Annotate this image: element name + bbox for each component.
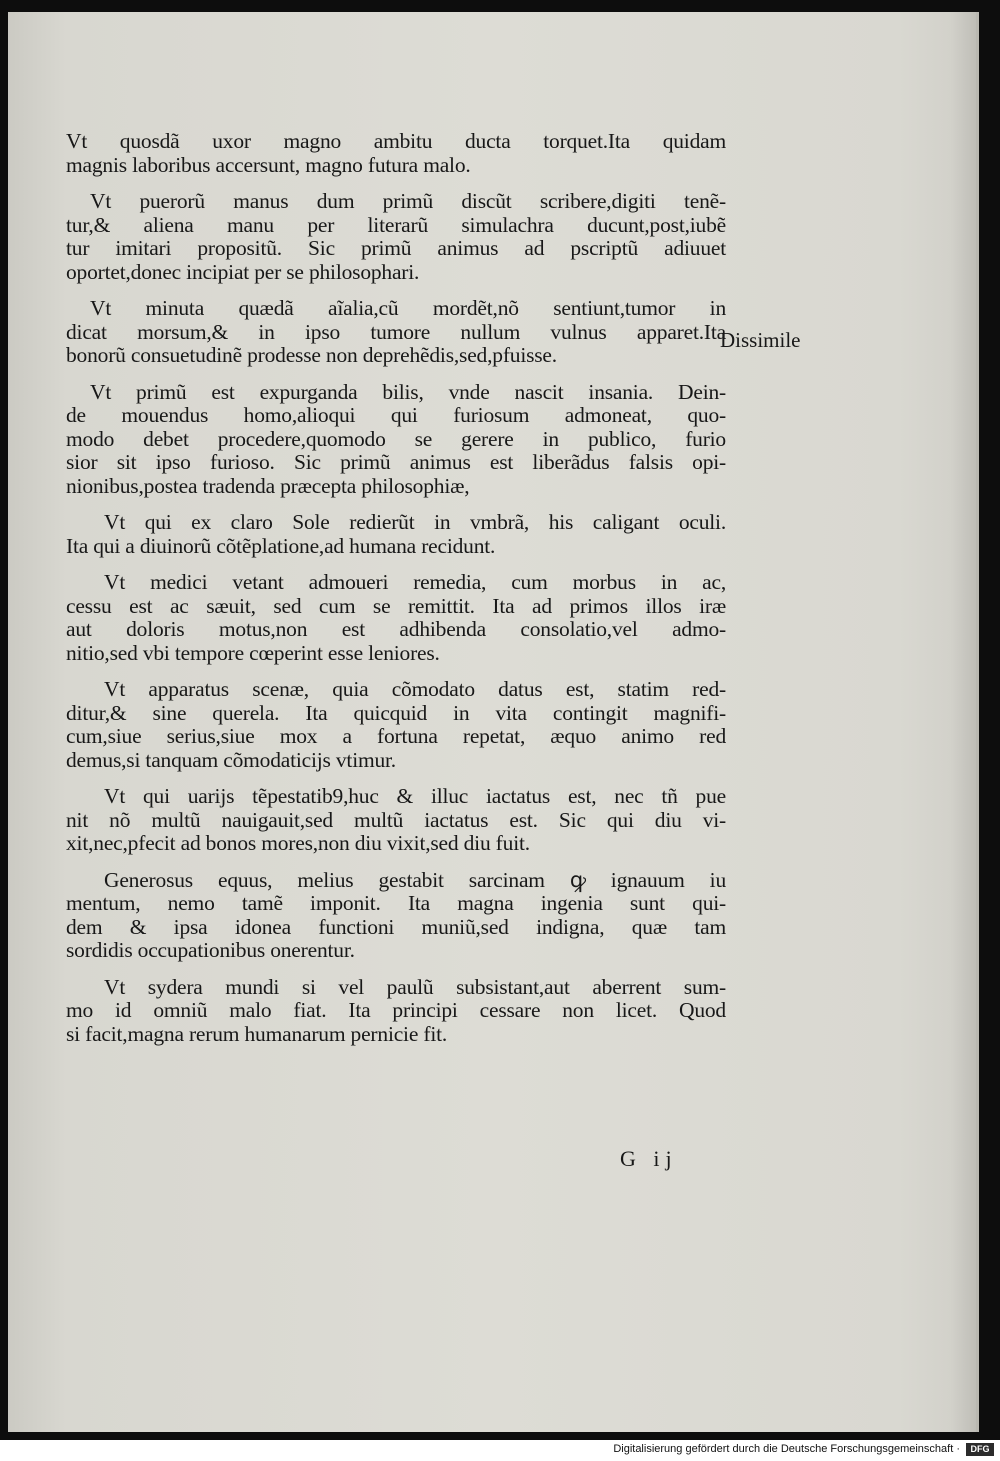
text-line: dem & ipsa idonea functioni muniũ,sed indigna, quæ tam [66,914,726,939]
signature-mark: G ij [620,1146,678,1171]
book-page [8,12,979,1432]
paragraph [66,190,726,284]
marginal-note: Dissimile [720,328,801,352]
text-line: nionibus,postea tradenda præcepta philosophiæ, [66,473,470,498]
text-line: si facit,magna rerum humanarum pernicie fit. [66,1021,448,1046]
text-line: dicat morsum,& in ipso tumore nullum vulnus apparet.Ita [66,319,726,344]
text-line: tur imitari propositũ. Sic primũ animus ad pscriptũ adiuuet [66,236,726,260]
text-line: Ita qui a diuinorũ cõtẽplatione,ad humana recidunt. [66,533,496,558]
text-line: nit nõ multũ nauigauit,sed multũ iactatus est. Sic qui diu vi- [66,807,726,832]
paragraph [66,297,726,368]
text-line: tur,& aliena manu per literarũ simulachra ducunt,post,iubẽ [66,212,726,237]
text-line: de mouendus homo,alioqui qui furiosum admoneat, quo- [66,403,726,427]
paragraph [66,976,726,1047]
paragraph [66,130,726,177]
text-line: Vt apparatus scenæ, quia cõmodato datus est, statim red- [104,677,726,701]
text-line: oportet,donec incipiat per se philosophari. [66,259,420,284]
text-line: Vt qui ex claro Sole redierũt in vmbrã, his caligant oculi. [104,510,726,534]
paragraph [66,785,726,856]
text-line: mo id omniũ malo fiat. Ita principi cessare non licet. Quod [66,998,726,1022]
text-line: Vt medici vetant admoueri remedia, cum morbus in ac, [104,570,726,594]
paragraph [66,511,726,558]
text-line: Vt minuta quædã aĩalia,cũ mordẽt,nõ sentiunt,tumor in [90,296,726,320]
text-line: sordidis occupationibus onerentur. [66,938,355,962]
text-line: aut doloris motus,non est adhibenda consolatio,vel admo- [66,617,726,641]
footer-bar [0,1440,1000,1461]
paragraph [66,571,726,665]
text-line: magnis laboribus accersunt, magno futura malo. [66,152,471,177]
text-line: Generosus equus, melius gestabit sarcinam ꝙ ignauum iu [104,867,726,892]
text-line: cum,siue serius,siue mox a fortuna repetat, æquo animo red [66,724,726,748]
paragraph [66,869,726,963]
text-line: Vt sydera mundi si vel paulũ subsistant,aut aberrent sum- [104,974,726,999]
text-line: bonorũ consuetudinẽ prodesse non deprehẽdis,sed,pfuisse. [66,343,557,367]
text-line: Vt puerorũ manus dum primũ discũt scribere,digiti tenẽ- [90,189,726,213]
text-line: nitio,sed vbi tempore cœperint esse leniores. [66,640,440,665]
text-line: xit,nec,pfecit ad bonos mores,non diu vixit,sed diu fuit. [66,831,530,855]
dfg-logo-icon: DFG [966,1443,994,1456]
text-line: cessu est ac sæuit, sed cum se remittit. Ita ad primos illos iræ [66,593,726,618]
main-text-block [66,130,726,1059]
text-line: sior sit ipso furioso. Sic primũ animus est liberãdus falsis opi- [66,450,726,474]
paragraph [66,678,726,772]
paragraph [66,381,726,499]
text-line: ditur,& sine querela. Ita quicquid in vita contingit magnifi- [66,700,726,725]
text-line: Vt primũ est expurganda bilis, vnde nascit insania. Dein- [90,379,726,404]
text-line: Vt qui uarijs tẽpestatib9,huc & illuc iactatus est, nec tñ pue [104,784,726,808]
text-line: mentum, nemo tamẽ imponit. Ita magna ingenia sunt qui- [66,891,726,915]
text-line: modo debet procedere,quomodo se gerere in publico, furio [66,426,726,451]
text-line: Vt quosdã uxor magno ambitu ducta torquet.Ita quidam [66,129,726,153]
text-line: demus,si tanquam cõmodaticijs vtimur. [66,747,396,772]
funding-credit: Digitalisierung gefördert durch die Deutsche Forschungsgemeinschaft · [613,1443,960,1455]
